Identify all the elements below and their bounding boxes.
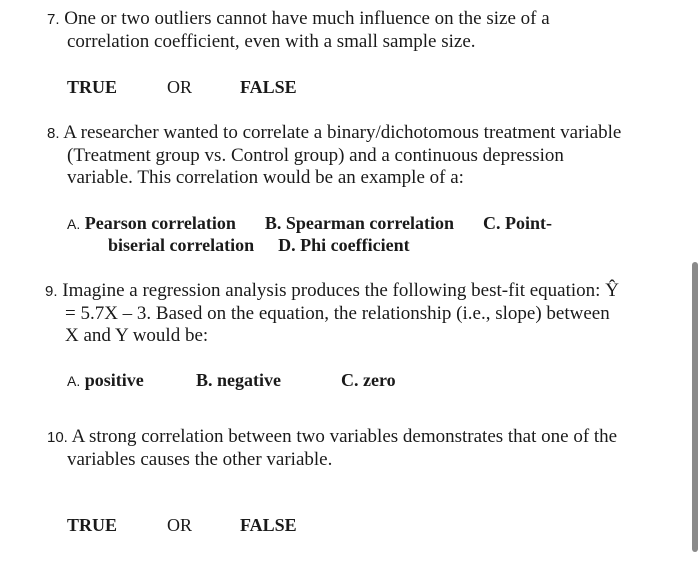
question-7-number: 7. [47,11,60,28]
question-7 [47,8,667,53]
question-8 [47,122,687,189]
q10-true-option[interactable]: TRUE [67,515,118,535]
q9-option-c[interactable]: C. zero [341,370,396,390]
q9-option-c-wrap [341,369,396,391]
q8-option-b[interactable]: B. Spearman correlation [264,213,455,233]
question-7-line2: correlation coefficient, even with a small sample size. [67,31,476,52]
q9-option-a-letter: A. [67,373,81,389]
question-9-options [67,369,144,392]
q8-option-a-letter: A. [67,216,81,232]
question-8-number: 8. [47,125,60,142]
question-10 [47,426,667,471]
question-8-options [67,212,552,235]
question-8-line1: A researcher wanted to correlate a binary/dichotomous treatment variable [63,122,622,143]
q7-or-label: OR [167,77,193,97]
question-8-line3: variable. This correlation would be an example of a: [67,167,464,188]
question-8-options-line2 [108,234,410,256]
question-9-line2: = 5.7X – 3. Based on the equation, the relationship (i.e., slope) between [65,303,610,324]
question-10-line2: variables causes the other variable. [67,449,333,470]
q8-option-c-line1[interactable]: C. Point- [483,213,553,233]
question-9 [45,280,685,347]
q9-option-b-wrap [196,369,281,391]
question-9-number: 9. [45,283,58,300]
q10-false-option[interactable]: FALSE [240,515,297,535]
q9-option-b[interactable]: B. negative [196,370,281,390]
question-10-line1: A strong correlation between two variables demonstrates that one of the [71,426,618,447]
q10-or-label: OR [167,515,193,535]
question-8-line2: (Treatment group vs. Control group) and a continuous depression [67,145,564,166]
question-9-line1: Imagine a regression analysis produces the following best-fit equation: Ŷ [62,280,619,301]
q8-option-c-line2[interactable]: biserial correlation [108,235,255,255]
q8-option-d[interactable]: D. Phi coefficient [278,235,410,255]
question-9-line3: X and Y would be: [65,325,209,346]
q9-option-a[interactable]: positive [84,370,144,390]
question-10-number: 10. [47,429,68,446]
q8-option-a[interactable]: Pearson correlation [84,213,236,233]
question-7-line1: One or two outliers cannot have much influence on the size of a [64,8,550,29]
q7-true-option[interactable]: TRUE [67,77,118,97]
vertical-scrollbar[interactable] [692,262,698,552]
q7-false-option[interactable]: FALSE [240,77,297,97]
